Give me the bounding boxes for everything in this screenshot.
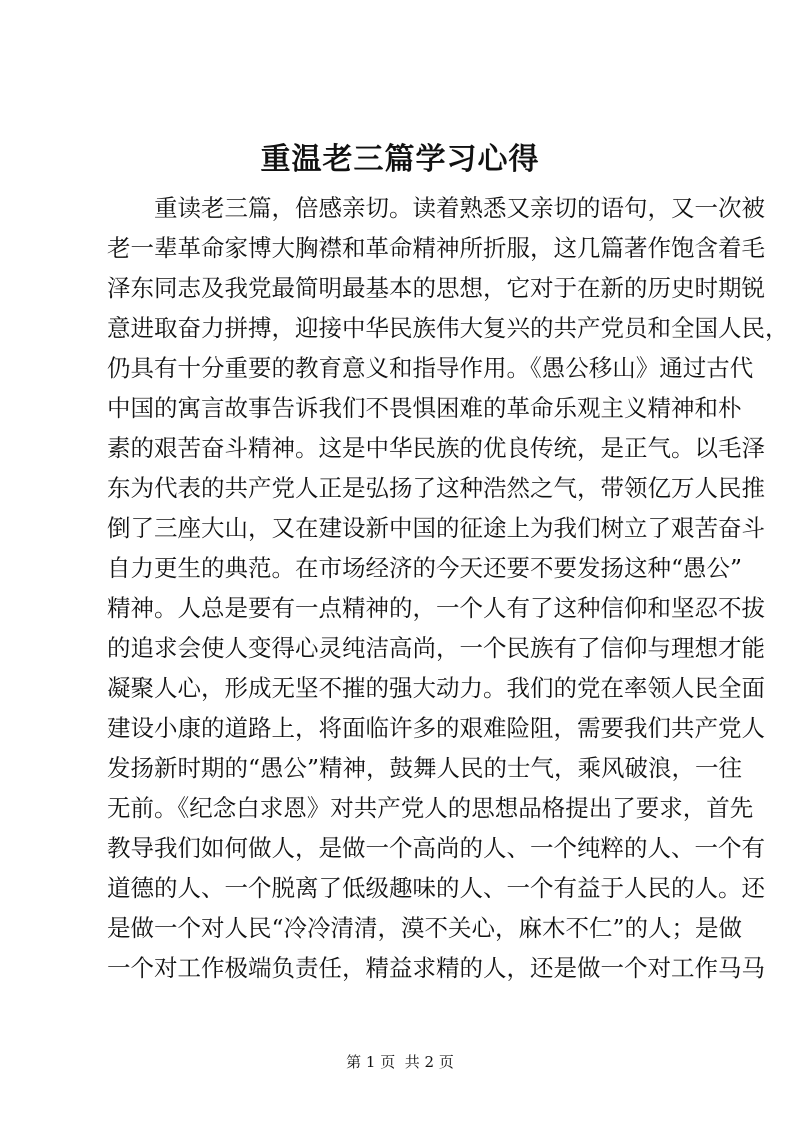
page-footer — [0, 1052, 800, 1072]
body-line: 一个对工作极端负责任，精益求精的人，还是做一个对工作马马 — [107, 954, 765, 982]
document-title: 重温老三篇学习心得 — [260, 142, 540, 177]
body-line: 发扬新时期的“愚公”精神，鼓舞人民的士气，乘风破浪，一往 — [107, 754, 743, 782]
body-line: 中国的寓言故事告诉我们不畏惧困难的革命乐观主义精神和朴 — [107, 394, 742, 422]
body-line: 精神。人总是要有一点精神的，一个人有了这种信仰和坚忍不拔 — [107, 594, 765, 622]
body-line: 泽东同志及我党最简明最基本的思想，它对于在新的历史时期锐 — [107, 274, 765, 302]
body-line: 建设小康的道路上，将面临许多的艰难险阻，需要我们共产党人 — [107, 714, 765, 742]
body-line: 老一辈革命家博大胸襟和革命精神所折服，这几篇著作饱含着毛 — [107, 234, 765, 262]
document-body — [107, 188, 789, 988]
body-line: 仍具有十分重要的教育意义和指导作用。《愚公移山》通过古代 — [107, 354, 754, 382]
body-line: 是做一个对人民“冷冷清清，漠不关心，麻木不仁”的人；是做 — [107, 914, 743, 942]
body-line: 无前。《纪念白求恩》对共产党人的思想品格提出了要求，首先 — [107, 794, 754, 822]
body-line: 素的艰苦奋斗精神。这是中华民族的优良传统，是正气。以毛泽 — [107, 434, 765, 462]
body-line: 凝聚人心，形成无坚不摧的强大动力。我们的党在率领人民全面 — [107, 674, 765, 702]
body-line: 的追求会使人变得心灵纯洁高尚，一个民族有了信仰与理想才能 — [107, 634, 765, 662]
body-line: 倒了三座大山，又在建设新中国的征途上为我们树立了艰苦奋斗 — [107, 514, 765, 542]
body-line: 重读老三篇，倍感亲切。读着熟悉又亲切的语句，又一次被 — [154, 194, 765, 222]
body-line: 自力更生的典范。在市场经济的今天还要不要发扬这种“愚公” — [107, 554, 743, 582]
body-line: 道德的人、一个脱离了低级趣味的人、一个有益于人民的人。还 — [107, 874, 765, 902]
body-line: 意进取奋力拼搏，迎接中华民族伟大复兴的共产党员和全国人民， — [107, 314, 789, 342]
body-line: 东为代表的共产党人正是弘扬了这种浩然之气，带领亿万人民推 — [107, 474, 765, 502]
body-line: 教导我们如何做人，是做一个高尚的人、一个纯粹的人、一个有 — [107, 834, 765, 862]
page-number-label: 第 1 页 共 2 页 — [346, 1053, 454, 1071]
